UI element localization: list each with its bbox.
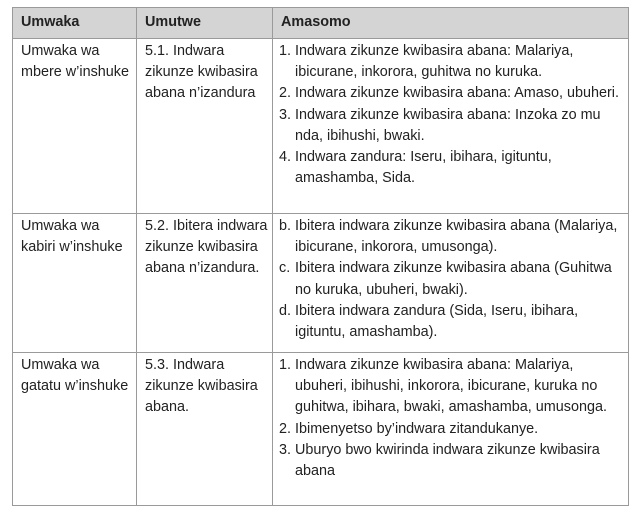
lesson-list (279, 41, 622, 189)
year-text: Umwaka wa kabiri w’inshuke (21, 218, 123, 256)
list-item (279, 83, 622, 104)
table-row (13, 353, 629, 506)
year-text: Umwaka wa gatatu w’inshuke (21, 357, 129, 395)
list-item-number: 1. (279, 43, 292, 59)
year-cell (13, 353, 137, 506)
list-item-number: b. (279, 218, 292, 234)
list-item-number: 4. (279, 149, 292, 166)
table-row (13, 39, 629, 214)
lesson-list (279, 355, 622, 482)
list-item (279, 301, 622, 343)
list-item-number: 2. (279, 85, 292, 102)
list-item (279, 419, 622, 440)
lessons-cell (273, 353, 629, 506)
list-item-text: Ibimenyetso by’indwara zitandukanye. (295, 420, 539, 437)
table-row (13, 214, 629, 353)
list-item (279, 147, 622, 189)
list-item (279, 440, 622, 482)
list-item-number: d. (279, 302, 292, 319)
header-unit: Umutwe (137, 8, 273, 39)
lessons-cell (273, 39, 629, 214)
year-cell (13, 214, 137, 353)
list-item-text: Indwara zikunze kwibasira abana: Inzoka zo mu nda, ibihushi, bwaki. (295, 106, 601, 144)
list-item-number: 3. (279, 441, 292, 458)
list-item-text: Indwara zikunze kwibasira abana: Malariya, ubuheri, ibihushi, inkorora, ibicurane, kuruka no guhitwa, ibihara, bwaki, amashamba, umusonga. (295, 357, 607, 416)
list-item (279, 105, 622, 147)
list-item-number: c. (279, 260, 291, 277)
list-item-number: 1. (279, 357, 292, 373)
unit-cell (137, 39, 273, 214)
list-item-number: 2. (279, 420, 292, 437)
list-item-text: Ibitera indwara zikunze kwibasira abana (Malariya, ibicurane, inkorora, umusonga). (295, 218, 618, 256)
year-cell (13, 39, 137, 214)
list-item (279, 355, 622, 419)
unit-cell (137, 214, 273, 353)
list-item-text: Indwara zikunze kwibasira abana: Malariya, ibicurane, inkorora, guhitwa no kuruka. (295, 43, 574, 81)
unit-text: 5.1. Indwara zikunze kwibasira abana n’izandura (145, 43, 258, 102)
unit-text: 5.2. Ibitera indwara zikunze kwibasira abana n’izandura. (145, 218, 268, 277)
list-item-number: 3. (279, 106, 292, 123)
lesson-list (279, 216, 622, 343)
header-year: Umwaka (13, 8, 137, 39)
list-item-text: Ibitera indwara zandura (Sida, Iseru, ibihara, igituntu, amashamba). (295, 302, 579, 341)
unit-text: 5.3. Indwara zikunze kwibasira abana. (145, 357, 258, 416)
list-item-text: Indwara zikunze kwibasira abana: Amaso, ubuheri. (295, 85, 619, 102)
list-item (279, 216, 622, 258)
header-lessons: Amasomo (273, 8, 629, 39)
lessons-cell (273, 214, 629, 353)
list-item (279, 258, 622, 300)
unit-cell (137, 353, 273, 506)
list-item-text: Uburyo bwo kwirinda indwara zikunze kwibasira abana (295, 441, 600, 480)
curriculum-table-wrapper (12, 7, 628, 506)
list-item-text: Ibitera indwara zikunze kwibasira abana (Guhitwa no kuruka, ubuheri, bwaki). (295, 260, 612, 298)
table-header-row (13, 8, 629, 39)
curriculum-table (12, 7, 629, 506)
list-item (279, 41, 622, 83)
year-text: Umwaka wa mbere w’inshuke (21, 43, 129, 81)
list-item-text: Indwara zandura: Iseru, ibihara, igituntu, amashamba, Sida. (295, 149, 552, 187)
